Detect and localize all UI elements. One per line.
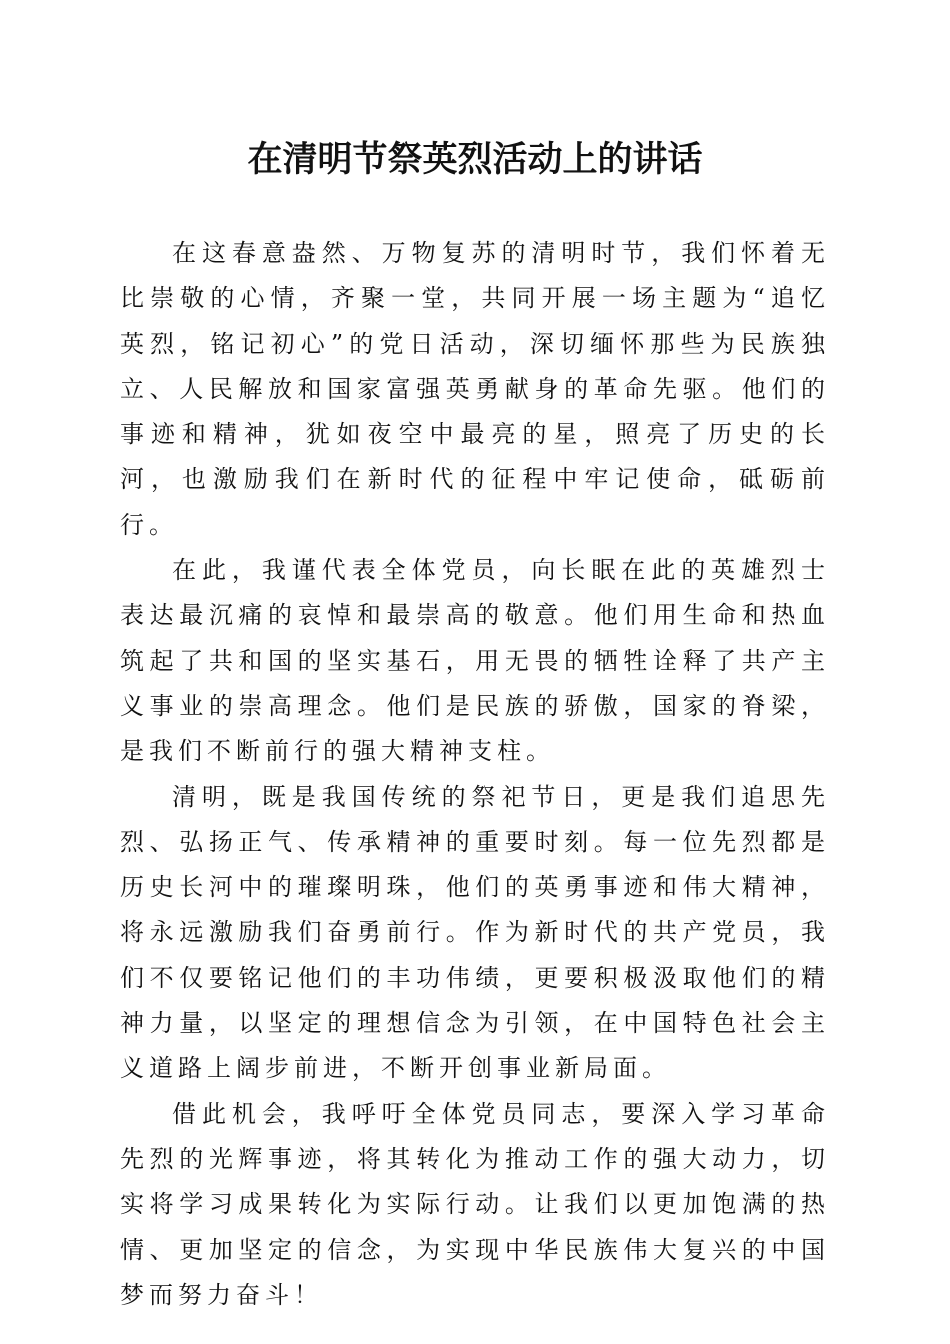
paragraph-1: 在这春意盎然、万物复苏的清明时节，我们怀着无比崇敬的心情，齐聚一堂，共同开展一场主题为“追忆英烈，铭记初心”的党日活动，深切缅怀那些为民族独立、人民解放和国家富强英勇献身的革命先驱。他们的事迹和精神，犹如夜空中最亮的星，照亮了历史的长河，也激励我们在新时代的征程中牢记使命，砥砺前行。 [120,239,830,539]
paragraph-4: 借此机会，我呼吁全体党员同志，要深入学习革命先烈的光辉事迹，将其转化为推动工作的强大动力，切实将学习成果转化为实际行动。让我们以更加饱满的热情、更加坚定的信念，为实现中华民族伟大复兴的中国梦而努力奋斗！ [120,1099,830,1309]
document-body [120,231,830,1318]
paragraph-3: 清明，既是我国传统的祭祀节日，更是我们追思先烈、弘扬正气、传承精神的重要时刻。每一位先烈都是历史长河中的璀璨明珠，他们的英勇事迹和伟大精神，将永远激励我们奋勇前行。作为新时代的共产党员，我们不仅要铭记他们的丰功伟绩，更要积极汲取他们的精神力量，以坚定的理想信念为引领，在中国特色社会主义道路上阔步前进，不断开创事业新局面。 [120,782,830,1083]
document-title: 在清明节祭英烈活动上的讲话 [247,139,703,180]
paragraph-2: 在此，我谨代表全体党员，向长眠在此的英雄烈士表达最沉痛的哀悼和最崇高的敬意。他们用生命和热血筑起了共和国的坚实基石，用无畏的牺牲诠释了共产主义事业的崇高理念。他们是民族的骄傲，国家的脊梁，是我们不断前行的强大精神支柱。 [120,556,830,766]
